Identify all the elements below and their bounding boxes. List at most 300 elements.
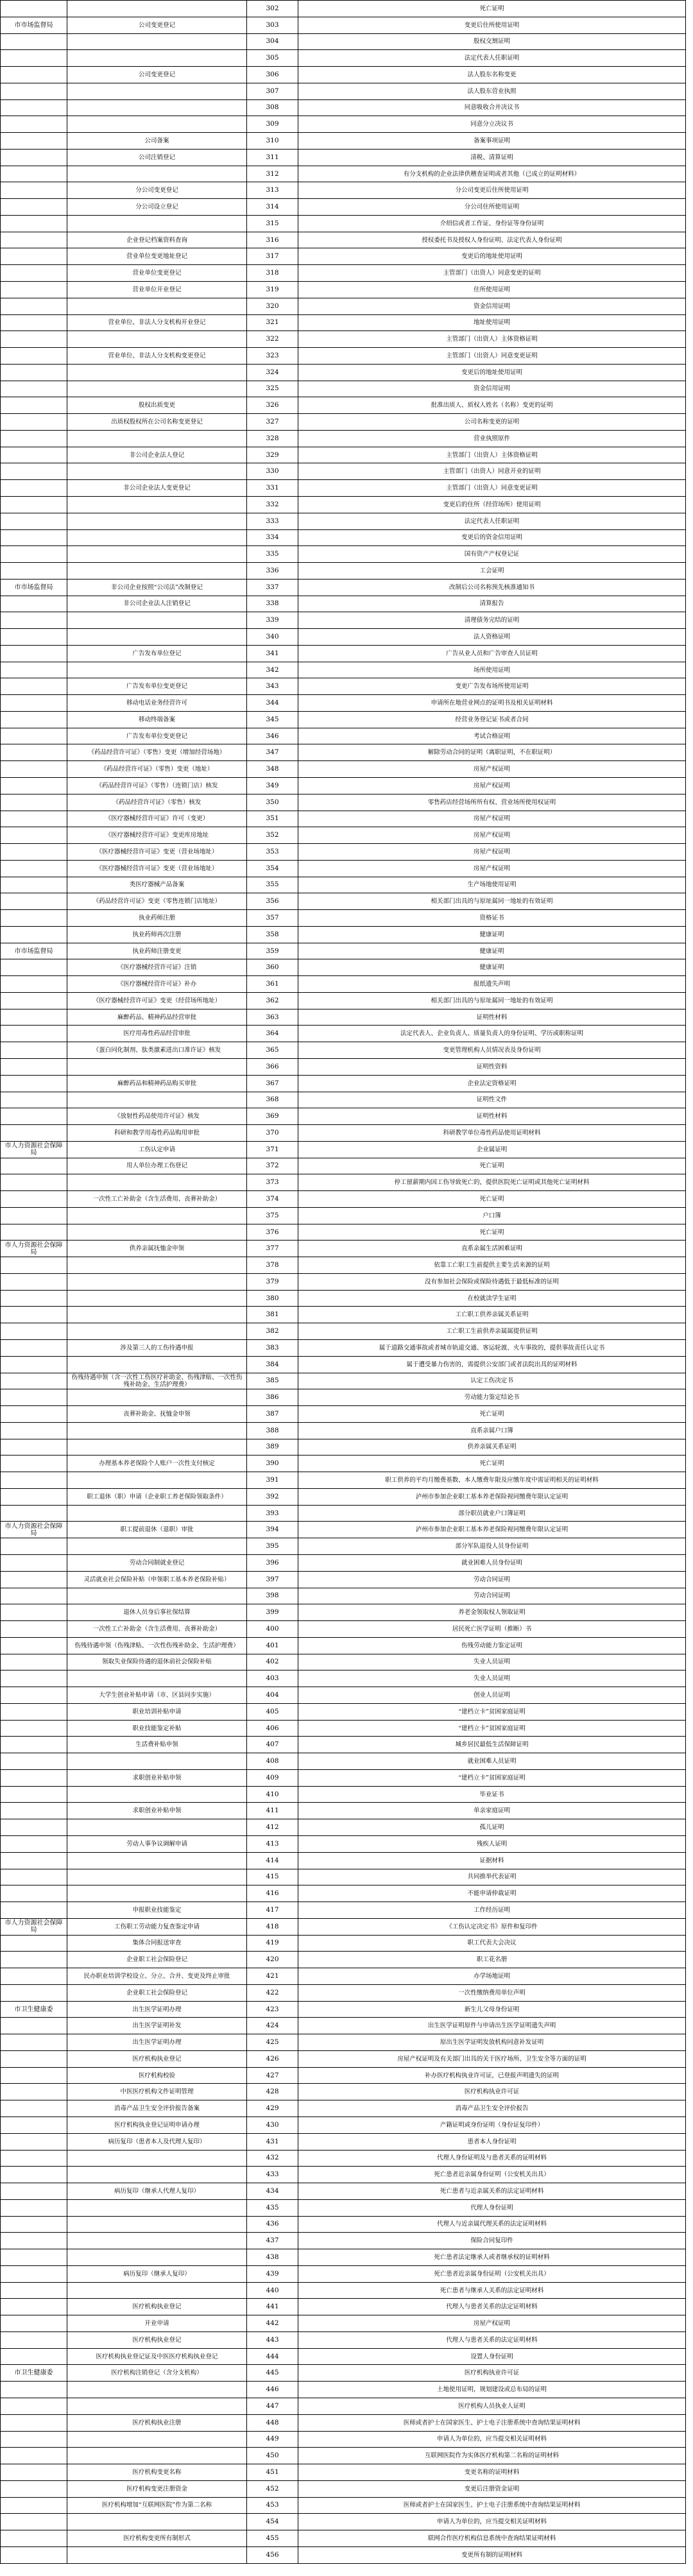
item-name-cell: 广告发布单位变更登记 (67, 678, 247, 695)
table-row (1, 1174, 686, 1191)
dept-cell (1, 1621, 67, 1638)
dept-cell (1, 149, 67, 166)
material-name-cell: 清理债务完结的证明 (298, 612, 686, 629)
dept-cell (1, 910, 67, 927)
item-name-cell (67, 1290, 247, 1307)
table-row (1, 860, 686, 877)
table-row (1, 1720, 686, 1737)
serial-number-cell: 392 (247, 1488, 298, 1505)
material-name-cell: 医疗机构执业许可证 (298, 2365, 686, 2382)
item-name-cell (67, 2448, 247, 2464)
item-name-cell: 企业职工社会保险登记 (67, 1984, 247, 2001)
table-row (1, 215, 686, 232)
serial-number-cell: 435 (247, 2199, 298, 2216)
material-name-cell: 职工供养的平均月缴费基数、本人缴费年限及应缴年度中需证明相关的证明材料 (298, 1472, 686, 1489)
dept-cell (1, 877, 67, 893)
table-row (1, 629, 686, 646)
serial-number-cell: 339 (247, 612, 298, 629)
serial-number-cell: 453 (247, 2497, 298, 2514)
material-name-cell: 医师或者护士在国家医生、护士电子注册系统中查询结果证明材料 (298, 2414, 686, 2431)
dept-cell (1, 1075, 67, 1092)
item-name-cell: 医疗机构变更所有制形式 (67, 2530, 247, 2547)
table-row (1, 529, 686, 546)
item-name-cell: 消毒产品卫生安全评价报告备案 (67, 2100, 247, 2117)
dept-cell (1, 1009, 67, 1026)
table-row (1, 2464, 686, 2481)
serial-number-cell: 428 (247, 2084, 298, 2100)
dept-cell (1, 33, 67, 50)
item-name-cell: 分公司设立登记 (67, 199, 247, 216)
table-row (1, 1670, 686, 1687)
table-row (1, 1340, 686, 1357)
dept-cell (1, 1439, 67, 1455)
material-name-cell: 变更后的地址使用证明 (298, 248, 686, 265)
serial-number-cell: 303 (247, 17, 298, 33)
material-name-cell: 法人股东营业执照 (298, 83, 686, 99)
table-row (1, 2183, 686, 2200)
table-row (1, 1488, 686, 1505)
table-row (1, 678, 686, 695)
dept-cell (1, 447, 67, 463)
serial-number-cell: 394 (247, 1522, 298, 1538)
table-row (1, 1554, 686, 1571)
dept-cell (1, 348, 67, 365)
material-name-cell: 代理人与近亲属代理关系的法定证明材料 (298, 2216, 686, 2233)
table-row (1, 1290, 686, 1307)
serial-number-cell: 364 (247, 1026, 298, 1042)
table-row (1, 910, 686, 927)
serial-number-cell: 389 (247, 1439, 298, 1455)
item-name-cell: 公司备案 (67, 133, 247, 150)
dept-cell (1, 1356, 67, 1373)
table-row (1, 2133, 686, 2150)
serial-number-cell: 401 (247, 1637, 298, 1654)
item-name-cell: 股权出质变更 (67, 397, 247, 414)
table-row (1, 166, 686, 182)
dept-cell (1, 430, 67, 447)
serial-number-cell: 448 (247, 2414, 298, 2431)
item-name-cell: 麻醉药品和精神药品购买审批 (67, 1075, 247, 1092)
table-row (1, 331, 686, 348)
item-name-cell (67, 1323, 247, 1340)
material-name-cell: 劳动合同证明 (298, 1571, 686, 1588)
material-name-cell: 代理人身份证明及与患者关系的证明材料 (298, 2150, 686, 2167)
table-row (1, 2497, 686, 2514)
material-name-cell: 股权交割证明 (298, 33, 686, 50)
table-row (1, 827, 686, 844)
dept-cell (1, 1571, 67, 1588)
item-name-cell: 职工退休（职）申请（企业职工养老保险领取条件） (67, 1488, 247, 1505)
serial-number-cell: 384 (247, 1356, 298, 1373)
serial-number-cell: 344 (247, 695, 298, 712)
material-name-cell: 死亡患者近亲属身份证明（公安机关出具） (298, 2167, 686, 2183)
table-row (1, 348, 686, 365)
item-name-cell: 《蛋白同化制剂、肽类激素进出口准许证》核发 (67, 1042, 247, 1059)
material-name-cell: 失业人员证明 (298, 1670, 686, 1687)
table-row (1, 1389, 686, 1406)
item-name-cell: 《放射性药品使用许可证》核发 (67, 1108, 247, 1125)
dept-cell (1, 1654, 67, 1670)
serial-number-cell: 442 (247, 2315, 298, 2332)
serial-number-cell: 411 (247, 1803, 298, 1819)
table-row (1, 2514, 686, 2530)
material-name-cell: 房屋产权证明 (298, 777, 686, 794)
table-row (1, 959, 686, 976)
serial-number-cell: 374 (247, 1191, 298, 1208)
serial-number-cell: 427 (247, 2067, 298, 2084)
serial-number-cell: 440 (247, 2282, 298, 2299)
serial-number-cell: 423 (247, 2001, 298, 2018)
dept-cell (1, 1984, 67, 2001)
serial-number-cell: 318 (247, 265, 298, 282)
dept-cell: 市人力资源社会保障局 (1, 1141, 67, 1158)
item-name-cell (67, 50, 247, 67)
serial-number-cell: 366 (247, 1059, 298, 1076)
table-row (1, 893, 686, 910)
dept-cell (1, 1191, 67, 1208)
dept-cell (1, 2464, 67, 2481)
material-name-cell: 申请人为单位的，应当提交相关证明材料 (298, 2431, 686, 2448)
dept-cell (1, 248, 67, 265)
table-row (1, 546, 686, 563)
dept-cell (1, 563, 67, 580)
item-name-cell: 分公司变更登记 (67, 182, 247, 199)
material-name-cell: 创业人员证明 (298, 1687, 686, 1704)
item-name-cell: 灵活就业社会保险补贴（申领职工基本养老保险补贴） (67, 1571, 247, 1588)
material-name-cell: 属于道路交通事故或者城市轨道交通、客运轮渡、火车事故的，提供事故责任认定书 (298, 1340, 686, 1357)
dept-cell (1, 1042, 67, 1059)
item-name-cell (67, 2199, 247, 2216)
serial-number-cell: 404 (247, 1687, 298, 1704)
table-row (1, 1455, 686, 1472)
serial-number-cell: 379 (247, 1273, 298, 1290)
table-row (1, 1687, 686, 1704)
dept-cell (1, 1026, 67, 1042)
item-name-cell: 营业单位、非法人分支机构开业登记 (67, 314, 247, 331)
material-name-cell: 清算报告 (298, 596, 686, 612)
dept-cell (1, 794, 67, 811)
serial-number-cell: 331 (247, 480, 298, 497)
dept-cell (1, 1307, 67, 1323)
item-name-cell: 生活费补贴申领 (67, 1737, 247, 1753)
item-name-cell: 《医疗器械经营许可证》变更（经营场所地址） (67, 992, 247, 1009)
dept-cell (1, 2331, 67, 2348)
item-name-cell: 一次性工亡补助金（含生活费用、丧葬补助金） (67, 1621, 247, 1638)
serial-number-cell: 391 (247, 1472, 298, 1489)
item-name-cell (67, 1422, 247, 1439)
table-row (1, 282, 686, 298)
table-row (1, 2199, 686, 2216)
material-name-cell: 泸州市参加企业职工基本养老保险视同缴费年限认定证明 (298, 1522, 686, 1538)
material-name-cell: 没有参加社会保险或保险待遇低于最低标准的证明 (298, 1273, 686, 1290)
material-name-cell: 经营业务登记证书或者合同 (298, 711, 686, 728)
item-name-cell (67, 1389, 247, 1406)
material-name-cell: 职工代表大会决议 (298, 1935, 686, 1952)
serial-number-cell: 312 (247, 166, 298, 182)
serial-number-cell: 414 (247, 1852, 298, 1869)
material-name-cell: 停工留薪期内因工伤导致死亡的，提供医院死亡证明或其他死亡证明材料 (298, 1174, 686, 1191)
dept-cell (1, 1604, 67, 1621)
table-row (1, 1257, 686, 1274)
material-name-cell: 有分支机构的企业法律供稽查证明或者其他（已成立的证明材料） (298, 166, 686, 182)
table-row (1, 1753, 686, 1770)
dept-cell (1, 67, 67, 83)
serial-number-cell: 365 (247, 1042, 298, 1059)
item-name-cell (67, 463, 247, 480)
dept-cell (1, 1786, 67, 1803)
material-name-cell: 泸州市参加企业职工基本养老保险视同缴费年限认定证明 (298, 1488, 686, 1505)
material-name-cell: 房屋产权证明 (298, 844, 686, 861)
material-name-cell: 工作经历证明 (298, 1902, 686, 1919)
dept-cell (1, 2514, 67, 2530)
table-row (1, 2167, 686, 2183)
material-name-cell: 备案事项证明 (298, 133, 686, 150)
table-row (1, 579, 686, 596)
table-row (1, 298, 686, 314)
table-row (1, 596, 686, 612)
dept-cell (1, 1637, 67, 1654)
table-row (1, 265, 686, 282)
material-name-cell: 部分职员就业户口簿证明 (298, 1505, 686, 1522)
item-name-cell: 《药品经营许可证》（零售）变更（增加经营场地） (67, 744, 247, 761)
item-name-cell (67, 83, 247, 99)
table-row (1, 2365, 686, 2382)
dept-cell (1, 1422, 67, 1439)
material-name-cell: 清税、清算证明 (298, 149, 686, 166)
dept-cell (1, 612, 67, 629)
item-name-cell: 涉及第三人的工伤待遇申报 (67, 1340, 247, 1357)
serial-number-cell: 307 (247, 83, 298, 99)
table-row (1, 1505, 686, 1522)
serial-number-cell: 415 (247, 1869, 298, 1885)
serial-number-cell: 376 (247, 1224, 298, 1241)
serial-number-cell: 363 (247, 1009, 298, 1026)
material-name-cell: 死亡患者与继承人关系的法定证明材料 (298, 2282, 686, 2299)
table-row (1, 1852, 686, 1869)
material-name-cell: 死亡患者与近亲属关系的法定证明材料 (298, 2183, 686, 2200)
dept-cell (1, 2299, 67, 2315)
dept-cell (1, 976, 67, 993)
serial-number-cell: 373 (247, 1174, 298, 1191)
serial-number-cell: 305 (247, 50, 298, 67)
dept-cell (1, 2199, 67, 2216)
dept-cell (1, 496, 67, 513)
dept-cell (1, 1207, 67, 1224)
dept-cell (1, 811, 67, 827)
item-name-cell (67, 2431, 247, 2448)
dept-cell (1, 1158, 67, 1174)
dept-cell: 市市场监督局 (1, 579, 67, 596)
material-name-cell: 主管部门（出资人）同意变更的证明 (298, 265, 686, 282)
table-row (1, 1571, 686, 1588)
table-row (1, 844, 686, 861)
material-name-cell: 劳动合同证明 (298, 1588, 686, 1604)
table-row (1, 1406, 686, 1423)
serial-number-cell: 454 (247, 2514, 298, 2530)
dept-cell (1, 282, 67, 298)
dept-cell (1, 2150, 67, 2167)
dept-cell (1, 1290, 67, 1307)
dept-cell (1, 1257, 67, 1274)
serial-number-cell: 399 (247, 1604, 298, 1621)
item-name-cell: 出生医学证明办理 (67, 2001, 247, 2018)
item-name-cell: 非公司企业法人变更登记 (67, 480, 247, 497)
dept-cell (1, 662, 67, 678)
serial-number-cell: 359 (247, 943, 298, 959)
material-name-cell: 死亡证明 (298, 1406, 686, 1423)
serial-number-cell: 328 (247, 430, 298, 447)
table-row (1, 992, 686, 1009)
material-name-cell: 证据材料 (298, 1852, 686, 1869)
serial-number-cell: 406 (247, 1720, 298, 1737)
item-name-cell: 执业药师再次注册 (67, 926, 247, 943)
item-name-cell: 病历复印（继承人代理人复印） (67, 2183, 247, 2200)
dept-cell (1, 2216, 67, 2233)
material-name-cell: 变更广告发布场所使用证明 (298, 678, 686, 695)
dept-cell (1, 50, 67, 67)
serial-number-cell: 422 (247, 1984, 298, 2001)
serial-number-cell: 372 (247, 1158, 298, 1174)
material-name-cell: 直系亲属户口簿 (298, 1422, 686, 1439)
dept-cell (1, 199, 67, 216)
dept-cell (1, 1174, 67, 1191)
material-name-cell: 死亡证明 (298, 1191, 686, 1208)
table-row (1, 1059, 686, 1076)
table-row (1, 1323, 686, 1340)
table-row (1, 2018, 686, 2034)
table-row (1, 2398, 686, 2415)
table-row (1, 2448, 686, 2464)
item-name-cell: 伤残待遇申领（伤残津贴、一次性伤残补助金、生活护理费） (67, 1637, 247, 1654)
dept-cell (1, 2249, 67, 2266)
item-name-cell (67, 381, 247, 397)
item-name-cell: 医疗机构执业登记证明申请办理 (67, 2117, 247, 2134)
dept-cell (1, 2183, 67, 2200)
serial-number-cell: 357 (247, 910, 298, 927)
dept-cell (1, 728, 67, 744)
dept-cell (1, 1869, 67, 1885)
item-name-cell: 公司注销登记 (67, 149, 247, 166)
item-name-cell (67, 1753, 247, 1770)
table-row (1, 1042, 686, 1059)
table-row (1, 1224, 686, 1241)
table-row (1, 2150, 686, 2167)
material-name-cell: 国有资产产权登记证 (298, 546, 686, 563)
serial-number-cell: 315 (247, 215, 298, 232)
item-name-cell (67, 99, 247, 116)
table-row (1, 1108, 686, 1125)
serial-number-cell: 347 (247, 744, 298, 761)
material-name-cell: 证明性文件 (298, 1092, 686, 1108)
dept-cell (1, 1819, 67, 1836)
serial-number-cell: 446 (247, 2382, 298, 2398)
dept-cell: 市市场监督局 (1, 17, 67, 33)
table-row (1, 2282, 686, 2299)
item-name-cell (67, 166, 247, 182)
table-row (1, 1422, 686, 1439)
table-row (1, 397, 686, 414)
serial-number-cell: 320 (247, 298, 298, 314)
table-row (1, 1075, 686, 1092)
dept-cell (1, 992, 67, 1009)
material-name-cell: 代理人身份证明 (298, 2199, 686, 2216)
material-name-cell: “建档立卡”贫困家庭证明 (298, 1703, 686, 1720)
dept-cell (1, 1108, 67, 1125)
item-name-cell (67, 331, 247, 348)
item-name-cell (67, 1786, 247, 1803)
item-name-cell: 供养亲属抚恤金申领 (67, 1241, 247, 1257)
serial-number-cell: 351 (247, 811, 298, 827)
serial-number-cell: 405 (247, 1703, 298, 1720)
serial-number-cell: 439 (247, 2265, 298, 2282)
table-row (1, 1935, 686, 1952)
dept-cell (1, 314, 67, 331)
material-name-cell: 公司名称变更的证明 (298, 414, 686, 431)
dept-cell (1, 2530, 67, 2547)
dept-cell (1, 2382, 67, 2398)
dept-cell (1, 893, 67, 910)
dept-cell (1, 2133, 67, 2150)
dept-cell (1, 1323, 67, 1340)
material-name-cell: 申请所在地营业网点的证明书及相关证明材料 (298, 695, 686, 712)
item-name-cell (67, 2216, 247, 2233)
item-name-cell: 集体合同报送审查 (67, 1935, 247, 1952)
table-row (1, 513, 686, 529)
item-name-cell (67, 1505, 247, 1522)
item-name-cell: 领取失业保险待遇的退休前社会保险补贴 (67, 1654, 247, 1670)
item-name-cell (67, 1356, 247, 1373)
item-name-cell: 办理基本养老保险个人账户一次性支付核定 (67, 1455, 247, 1472)
table-row (1, 1703, 686, 1720)
dept-cell (1, 1389, 67, 1406)
serial-number-cell: 444 (247, 2348, 298, 2365)
item-name-cell (67, 215, 247, 232)
table-row (1, 1026, 686, 1042)
table-row (1, 480, 686, 497)
material-name-cell: 死亡患者近亲属身份证明（公安机关出具） (298, 2265, 686, 2282)
item-name-cell: 营业单位变更地址登记 (67, 248, 247, 265)
material-name-cell: 医疗机构人员执业人证明 (298, 2398, 686, 2415)
item-name-cell (67, 2546, 247, 2563)
material-name-cell: 场所使用证明 (298, 662, 686, 678)
serial-number-cell: 330 (247, 463, 298, 480)
serial-number-cell: 452 (247, 2480, 298, 2497)
table-row (1, 248, 686, 265)
serial-number-cell: 381 (247, 1307, 298, 1323)
serial-number-cell: 322 (247, 331, 298, 348)
item-name-cell (67, 629, 247, 646)
material-name-cell: 部分军队退役人员身份证明 (298, 1538, 686, 1555)
dept-cell (1, 1935, 67, 1952)
item-name-cell (67, 2167, 247, 2183)
table-row (1, 811, 686, 827)
material-name-cell: 相关部门出具的与原址属同一地址的有效证明 (298, 992, 686, 1009)
item-name-cell: 出生医学证明补发 (67, 2018, 247, 2034)
item-name-cell: 医疗机构执业登记 (67, 2299, 247, 2315)
table-row (1, 1373, 686, 1389)
serial-number-cell: 362 (247, 992, 298, 1009)
dept-cell (1, 2448, 67, 2464)
dept-cell (1, 397, 67, 414)
material-name-cell: 批准出质人、质权人姓名（名称）变更的证明 (298, 397, 686, 414)
material-name-cell: 住所使用证明 (298, 282, 686, 298)
dept-cell (1, 1852, 67, 1869)
material-name-cell: 失业人员证明 (298, 1654, 686, 1670)
item-name-cell: 公司变更登记 (67, 17, 247, 33)
dept-cell (1, 99, 67, 116)
serial-number-cell: 425 (247, 2034, 298, 2051)
material-name-cell: 联网合作医疗机构信息系统中查询结果证明材料 (298, 2530, 686, 2547)
